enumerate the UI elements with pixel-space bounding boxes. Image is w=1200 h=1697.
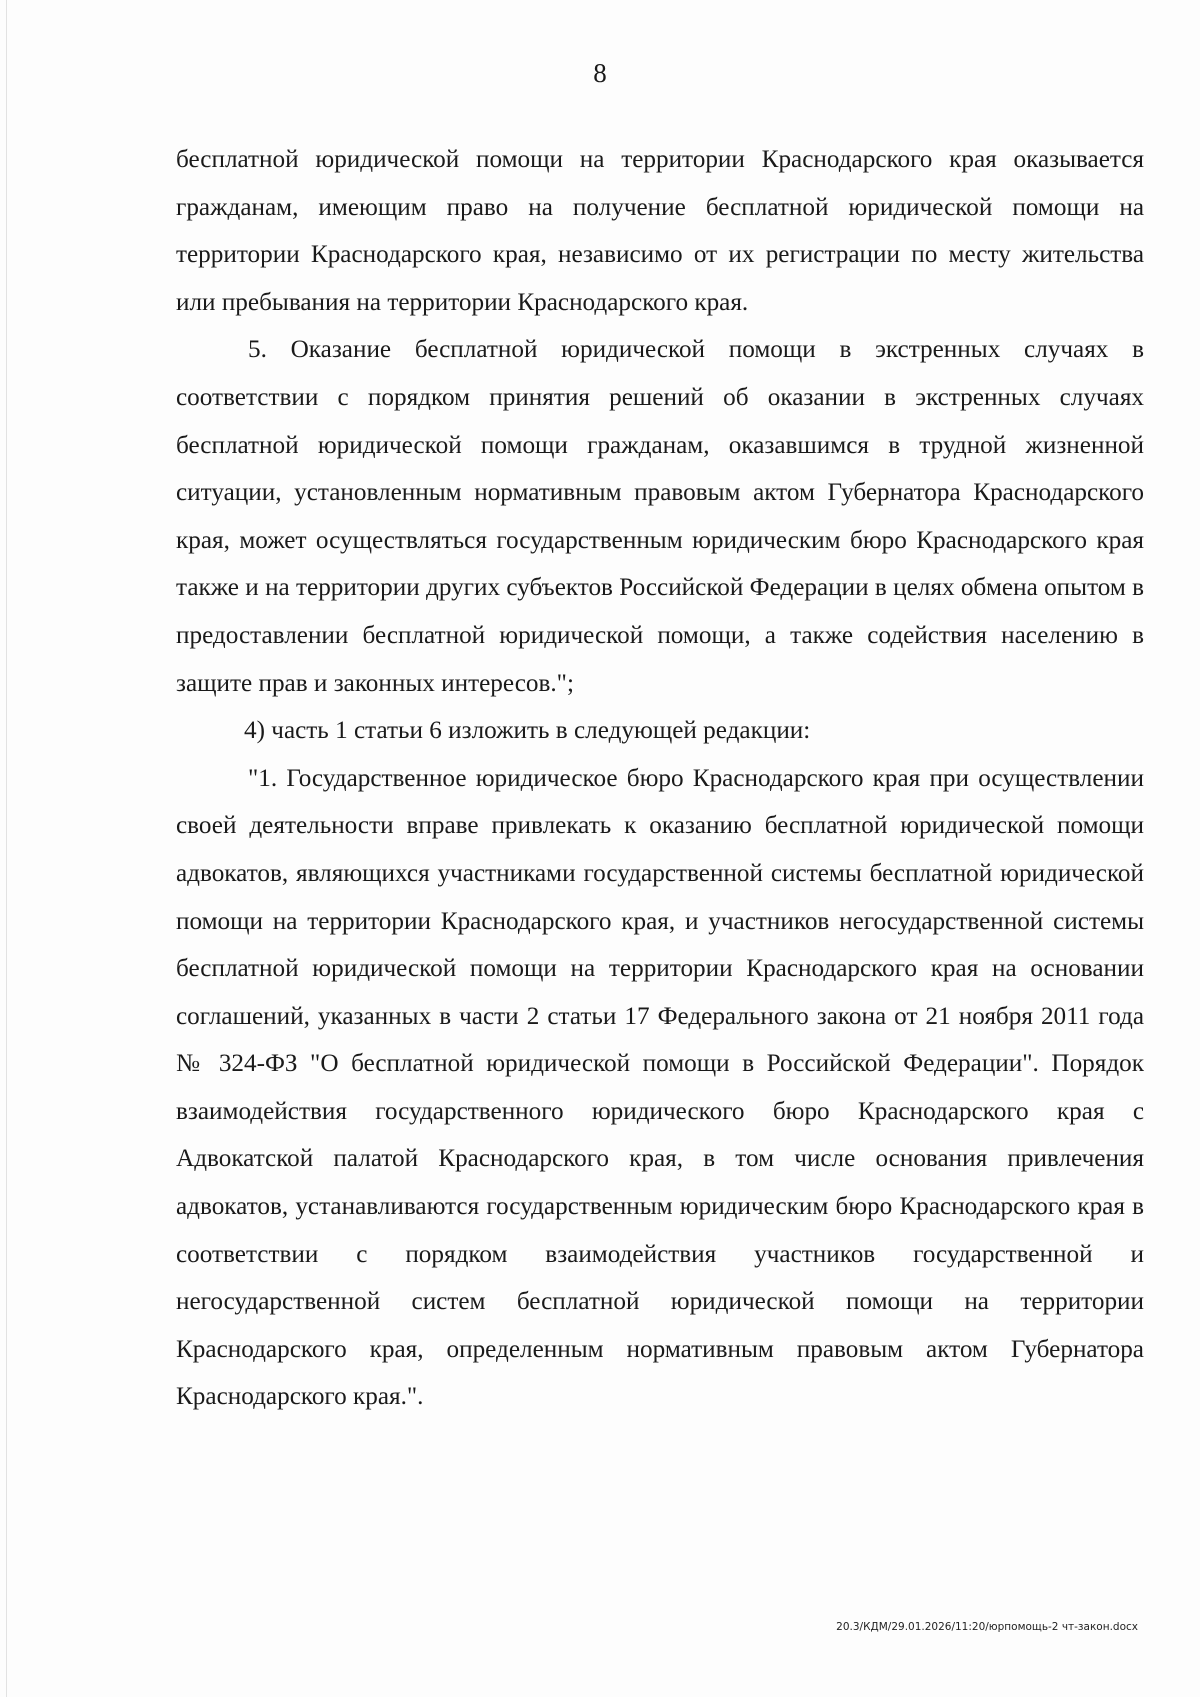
page-number: 8 — [593, 58, 607, 88]
paragraph-amendment-4: 4) часть 1 статьи 6 изложить в следующей редакции: — [244, 717, 811, 745]
paragraph-continuation: бесплатной юридической помощи на территории Краснодарского края оказывается гражданам, имеющим право на получение бесплатной юридической помощи на территории Краснодарского края, независимо от их регистрации по месту жительства или пребывания на территории Краснодарского края. — [176, 146, 1144, 316]
paragraph-article-6-part-1: "1. Государственное юридическое бюро Краснодарского края при осуществлении своей деятельности вправе привлекать к оказанию бесплатной юридической помощи адвокатов, являющихся участниками государственной системы бесплатной юридической помощи на территории Краснодарского края, и участников негосударственной системы бесплатной юридической помощи на территории Краснодарского края на основании соглашений, указанных в части 2 статьи 17 Федерального закона от 21 ноября 2011 года № 324-ФЗ "О бесплатной юридической помощи в Российской Федерации". Порядок взаимодействия государственного юридического бюро Краснодарского края с Адвокатской палатой Краснодарского края, в том числе основания привлечения адвокатов, устанавливаются государственным юридическим бюро Краснодарского края в соответствии с порядком взаимодействия участников государственной и негосударственной систем бесплатной юридической помощи на территории Краснодарского края, определенным нормативным правовым актом Губернатора Краснодарского края.". — [176, 764, 1144, 1411]
footer-file-stamp: 20.3/КДМ/29.01.2026/11:20/юрпомощь-2 чт-закон.docx — [836, 1621, 1138, 1633]
document-body — [176, 136, 1144, 1421]
paragraph-item-5: 5. Оказание бесплатной юридической помощи в экстренных случаях в соответствии с порядком принятия решений об оказании в экстренных случаях бесплатной юридической помощи гражданам, оказавшимся в трудной жизненной ситуации, установленным нормативным правовым актом Губернатора Краснодарского края, может осуществляться государственным юридическим бюро Краснодарского края также и на территории других субъектов Российской Федерации в целях обмена опытом в предоставлении бесплатной юридической помощи, а также содействия населению в защите прав и законных интересов."; — [176, 336, 1144, 697]
scan-edge-line — [6, 0, 7, 1697]
